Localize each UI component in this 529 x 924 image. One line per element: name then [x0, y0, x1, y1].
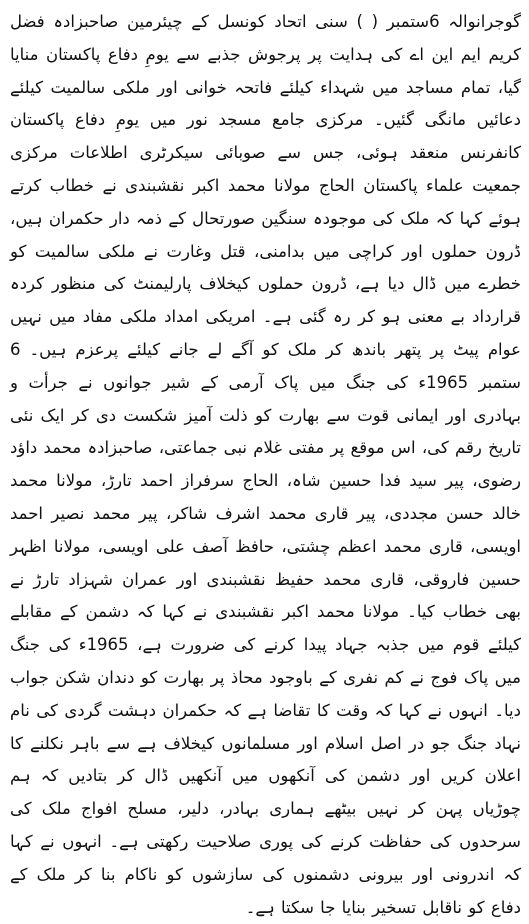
article-body: گوجرانوالہ 6ستمبر ( ) سنی اتحاد کونسل کے چیئرمین صاحبزادہ فضل کریم ایم این اے کی ہدایت پر پرجوش جذبے سے یومِ دفاع پاکستان منایا گیا، تمام مساجد میں شہداء کیلئے فاتحہ خوانی اور ملکی سالمیت کیلئے دعائیں مانگی گئیں۔ مرکزی جامع مسجد نور میں یومِ دفاع پاکستان کانفرنس منعقد ہوئی، جس سے صوبائی سیکرٹری اطلاعات مرکزی جمعیت علماء پاکستان الحاج مولانا محمد اکبر نقشبندی نے خطاب کرتے ہوئے کہا کہ ملک کی موجودہ سنگین صورتحال کے ذمہ دار حکمران ہیں، ڈرون حملوں اور کراچی میں بدامنی، قتل وغارت نے ملکی سالمیت کو خطرے میں ڈال دیا ہے، ڈرون حملوں کیخلاف پارلیمنٹ کی منظور کردہ قرارداد بے معنی ہو کر رہ گئی ہے۔ امریکی امداد ملکی مفاد میں نہیں عوام پیٹ پر پتھر باندھ کر ملک کو آگے لے جانے کیلئے پرعزم ہیں۔ 6 ستمبر 1965ء کی جنگ میں پاک آرمی کے شیر جوانوں نے جرأت و بہادری اور ایمانی قوت سے بھارت کو ذلت آمیز شکست دی کر ایک نئی تاریخ رقم کی، اس موقع پر مفتی غلام نبی جماعتی، صاحبزادہ محمد داؤد رضوی، پیر سید فدا حسین شاہ، الحاج سرفراز احمد تارڑ، مولانا محمد خالد حسن مجددی، پیر قاری محمد اشرف شاکر، پیر محمد نصیر احمد اویسی، قاری محمد اعظم چشتی، حافظ آصف علی اویسی، مولانا اظہر حسین فاروقی، قاری محمد حفیظ نقشبندی اور عمران شہزاد تارڑ نے بھی خطاب کیا۔ مولانا محمد اکبر نقشبندی نے کہا کہ دشمن کے مقابلے کیلئے قوم میں جذبہ جہاد پیدا کرنے کی ضرورت ہے، 1965ء کی جنگ میں پاک فوج نے کم نفری کے باوجود محاذ پر بھارت کو دندان شکن جواب دیا۔ انہوں نے کہا کہ وقت کا تقاضا ہے کہ حکمران دہشت گردی کی نام نہاد جنگ جو در اصل اسلام اور مسلمانوں کیخلاف ہے سے باہر نکلنے کا اعلان کریں اور دشمن کی آنکھوں میں آنکھیں ڈال کر بتادیں کہ ہم چوڑیاں پہن کر نہیں بیٹھے ہماری بہادر، دلیر، مسلح افواج ملک کی سرحدوں کی حفاظت کرنے کی پوری صلاحیت رکھتی ہے۔ انہوں نے کہا کہ اندرونی اور بیرونی دشمنوں کی سازشوں کو ناکام بنا کر ملک کے دفاع کو ناقابل تسخیر بنایا جا سکتا ہے۔ — [10, 12, 521, 917]
